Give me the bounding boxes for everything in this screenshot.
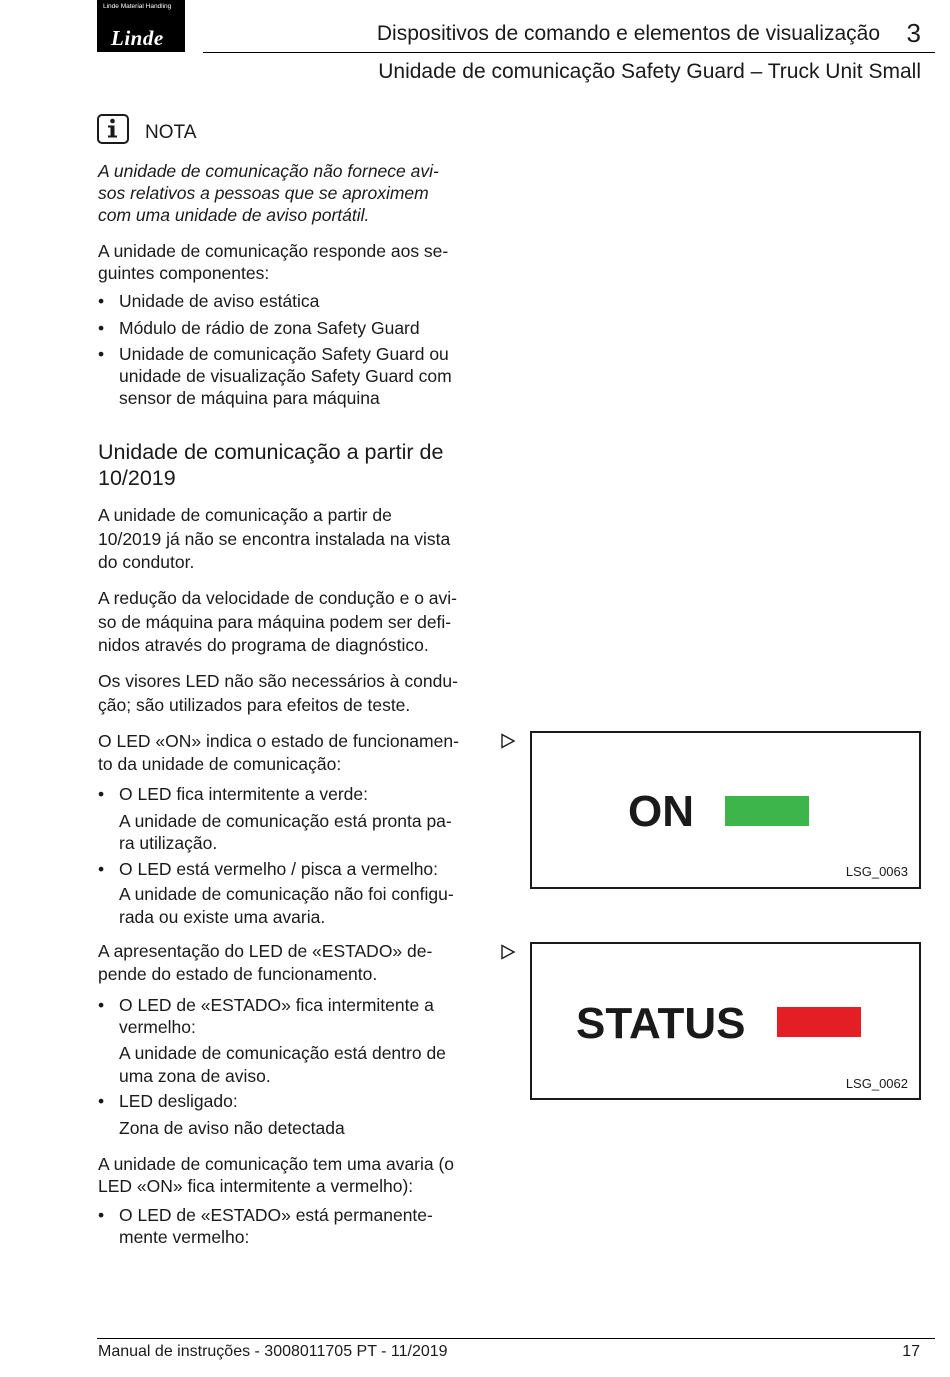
list-item-text: vermelho: xyxy=(119,1017,196,1037)
led-green-indicator xyxy=(725,796,809,826)
list-item-text: Unidade de comunicação Safety Guard ou xyxy=(119,344,449,364)
logo-wordmark: Linde xyxy=(111,26,164,50)
section-heading xyxy=(98,439,498,491)
list-item-detail: Zona de aviso não detectada xyxy=(119,1118,345,1138)
list-item xyxy=(98,858,493,880)
list-item-detail: ra utilização. xyxy=(119,833,218,853)
list-item xyxy=(98,1090,493,1112)
figure-label-status: STATUS xyxy=(576,999,746,1048)
bullet-icon: • xyxy=(98,859,105,879)
figure-code: LSG_0063 xyxy=(845,864,908,879)
paragraph-line: LED «ON» fica intermitente a vermelho): xyxy=(98,1176,414,1196)
header-rule xyxy=(203,52,935,53)
paragraph-line: A apresentação do LED de «ESTADO» de- xyxy=(98,941,433,961)
paragraph-line: pende do estado de funcionamento. xyxy=(98,964,378,984)
bullet-icon: • xyxy=(98,1205,105,1225)
list-item-text: LED desligado: xyxy=(119,1091,238,1111)
paragraph-line: A redução da velocidade de condução e o avi- xyxy=(98,588,458,608)
note-text-line: sos relativos a pessoas que se aproximem xyxy=(98,183,429,203)
list-item-detail: A unidade de comunicação não foi configu- xyxy=(119,884,454,904)
section-heading-line: Unidade de comunicação a partir de xyxy=(98,440,444,464)
list-item xyxy=(98,290,493,312)
figure-on-led xyxy=(530,731,921,889)
list-item-detail: rada ou existe uma avaria. xyxy=(119,907,326,927)
paragraph-line: 10/2019 já não se encontra instalada na vista xyxy=(98,529,451,549)
triangle-pointer-icon xyxy=(500,944,516,960)
section-heading-line: 10/2019 xyxy=(98,466,176,490)
list-item xyxy=(98,317,493,339)
list-item-text: Módulo de rádio de zona Safety Guard xyxy=(119,318,420,338)
section-title: Unidade de comunicação Safety Guard – Truck Unit Small xyxy=(378,60,921,83)
list-item xyxy=(98,783,493,805)
paragraph-line: A unidade de comunicação a partir de xyxy=(98,505,392,525)
paragraph-line: guintes componentes: xyxy=(98,263,270,283)
paragraph-line: A unidade de comunicação responde aos se- xyxy=(98,241,449,261)
paragraph-line: Os visores LED não são necessários à condu- xyxy=(98,671,458,691)
bullet-icon: • xyxy=(98,344,105,364)
triangle-pointer-icon xyxy=(500,733,516,749)
note-text-line: com uma unidade de aviso portátil. xyxy=(98,205,370,225)
bullet-icon: • xyxy=(98,318,105,338)
note-label: NOTA xyxy=(145,122,197,143)
paragraph-line: do condutor. xyxy=(98,552,195,572)
paragraph-line: ção; são utilizados para efeitos de teste. xyxy=(98,695,411,715)
paragraph-line: O LED «ON» indica o estado de funcionamen- xyxy=(98,731,459,751)
footer-document-info: Manual de instruções - 3008011705 PT - 11/2019 xyxy=(98,1343,448,1360)
info-icon xyxy=(97,114,129,144)
paragraph-line: to da unidade de comunicação: xyxy=(98,754,342,774)
list-item xyxy=(98,343,493,409)
list-item-detail: A unidade de comunicação está dentro de xyxy=(119,1043,446,1063)
paragraph-line: nidos através do programa de diagnóstico. xyxy=(98,635,429,655)
note-text-line: A unidade de comunicação não fornece avi- xyxy=(98,161,439,181)
list-item-text: O LED de «ESTADO» está permanente- xyxy=(119,1205,433,1225)
footer-rule xyxy=(97,1338,935,1339)
page-number: 17 xyxy=(902,1343,920,1360)
list-item xyxy=(98,994,493,1038)
led-red-indicator xyxy=(777,1007,861,1037)
list-item-text: sensor de máquina para máquina xyxy=(119,388,380,408)
linde-logo xyxy=(97,0,185,52)
bullet-icon: • xyxy=(98,291,105,311)
list-item-text: mente vermelho: xyxy=(119,1227,250,1247)
list-item-text: O LED fica intermitente a verde: xyxy=(119,784,368,804)
list-item-text: Unidade de aviso estática xyxy=(119,291,320,311)
bullet-icon: • xyxy=(98,1091,105,1111)
figure-code: LSG_0062 xyxy=(845,1076,908,1091)
bullet-icon: • xyxy=(98,784,105,804)
figure-label-on: ON xyxy=(628,787,694,836)
figure-status-led xyxy=(530,942,921,1100)
list-item-text: unidade de visualização Safety Guard com xyxy=(119,366,452,386)
list-item xyxy=(98,1204,493,1248)
list-item-detail: A unidade de comunicação está pronta pa- xyxy=(119,811,452,831)
paragraph-line: so de máquina para máquina podem ser defi- xyxy=(98,612,452,632)
list-item-text: O LED está vermelho / pisca a vermelho: xyxy=(119,859,439,879)
logo-company-text: Linde Material Handling xyxy=(103,3,172,10)
paragraph-line: A unidade de comunicação tem uma avaria (o xyxy=(98,1154,455,1174)
chapter-number: 3 xyxy=(906,18,921,48)
bullet-icon: • xyxy=(98,995,105,1015)
list-item-detail: uma zona de aviso. xyxy=(119,1066,271,1086)
list-item-text: O LED de «ESTADO» fica intermitente a xyxy=(119,995,434,1015)
chapter-title: Dispositivos de comando e elementos de visualização xyxy=(376,22,880,45)
